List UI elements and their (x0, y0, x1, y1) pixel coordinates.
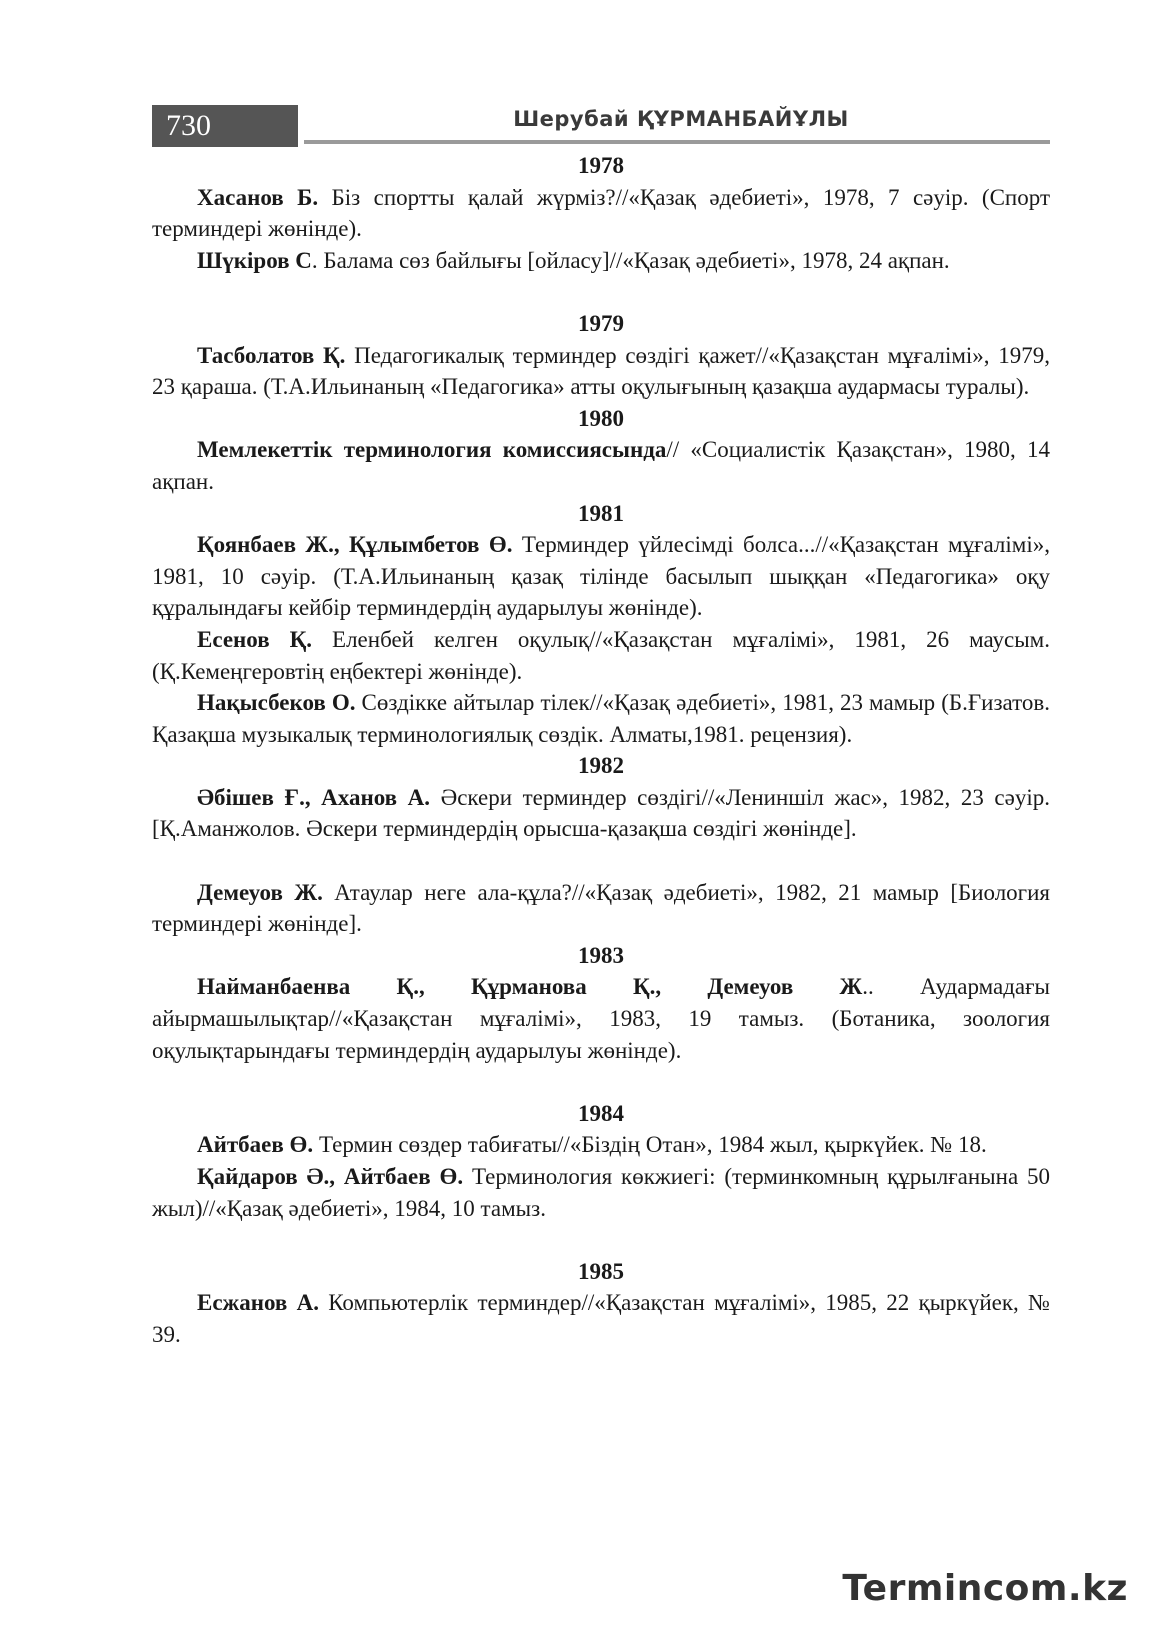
entry-author: Есенов Қ. (197, 626, 313, 652)
bibliography-entry (152, 1287, 1050, 1350)
termincom-logo: Termincom.kz (842, 1568, 1128, 1609)
entry-author: Тасболатов Қ. (197, 342, 346, 368)
entry-text: Термин сөздер табиғаты//«Біздің Отан», 1984 жыл, қыркүйек. № 18. (313, 1132, 987, 1158)
entry-author: Есжанов А. (197, 1290, 319, 1316)
bibliography-entry (152, 877, 1050, 940)
entry-text: Еленбей келген оқулық//«Қазақстан мұғалімі», 1981, 26 маусым. (Қ.Кемеңгеровтің еңбектері жөнінде). (152, 626, 1050, 684)
bibliography-entry (152, 971, 1050, 1066)
bibliography-entry (152, 782, 1050, 845)
entry-author: Әбішев Ғ., Аханов А. (197, 784, 431, 810)
bibliography-entry (152, 1129, 1050, 1161)
year-heading: 1983 (578, 942, 624, 968)
bibliography-content (152, 150, 1050, 1351)
entry-author: Шүкіров С (197, 247, 312, 273)
bibliography-entry (152, 182, 1050, 245)
entry-author: Қоянбаев Ж., Құлымбетов Ө. (197, 532, 513, 558)
entry-text: Атаулар неге ала-құла?//«Қазақ әдебиеті», 1982, 21 мамыр [Биология терминдері жөнінде]. (152, 879, 1050, 937)
year-heading: 1978 (578, 153, 624, 178)
entry-text: Сөздікке айтылар тілек//«Қазақ әдебиеті», 1981, 23 мамыр (Б.Ғизатов. Қазақша музыкалық терминологиялық сөздік. Алматы,1981. рецензия). (152, 690, 1050, 747)
year-heading: 1985 (578, 1258, 624, 1284)
year-heading: 1980 (578, 405, 624, 431)
year-heading: 1982 (578, 753, 624, 779)
entry-text: Біз спортты қалай жүрміз?//«Қазақ әдебиеті», 1978, 7 сәуір. (Спорт терминдері жөнінде). (152, 184, 1050, 242)
entry-author: Демеуов Ж. (197, 879, 323, 905)
bibliography-entry (152, 340, 1050, 403)
header-rule (304, 140, 1050, 144)
entry-text: Әскери терминдер сөздігі//«Лениншіл жас», 1982, 23 сәуір. [Қ.Аманжолов. Әскери терминдердің орысша-қазақша сөздігі жөнінде]. (152, 784, 1050, 842)
year-heading: 1979 (578, 310, 624, 336)
year-heading: 1981 (578, 500, 624, 526)
bibliography-entry (152, 1161, 1050, 1224)
entry-author: Хасанов Б. (197, 184, 319, 210)
entry-author: Нақысбеков О. (197, 690, 356, 716)
running-title: Шерубай ҚҰРМАНБАЙҰЛЫ (513, 107, 849, 131)
entry-text: // «Социалистік Қазақстан», 1980, 14 ақпан. (152, 437, 1050, 494)
entry-text: .. Аудармадағы айырмашылықтар//«Қазақстан мұғалімі», 1983, 19 тамыз. (Ботаника, зоология оқулықтарындағы терминдердің аударылуы жөнінде). (152, 974, 1050, 1063)
bibliography-entry (152, 687, 1050, 750)
entry-author: Айтбаев Ө. (197, 1132, 314, 1158)
entry-author: Мемлекеттік терминология комиссиясында (197, 437, 667, 463)
bibliography-entry (152, 529, 1050, 624)
year-heading: 1984 (578, 1100, 624, 1126)
bibliography-entry (152, 624, 1050, 687)
entry-text: Терминдер үйлесімді болса...//«Қазақстан мұғалімі», 1981, 10 сәуір. (Т.А.Ильинаның қазақ тілінде басылып шыққан «Педагогика» оқу құралындағы кейбір терминдердің аударылуы жөнінде). (152, 532, 1050, 621)
entry-text: Педагогикалық терминдер сөздігі қажет//«Қазақстан мұғалімі», 1979, 23 қараша. (Т.А.Ильинаның «Педагогика» атты оқулығының қазақша аудармасы туралы). (152, 342, 1050, 400)
entry-author: Найманбаенва Қ., Құрманова Қ., Демеуов Ж (197, 974, 863, 1000)
entry-text: Терминология көкжиегі: (терминкомның құрылғанына 50 жыл)//«Қазақ әдебиеті», 1984, 10 тамыз. (152, 1164, 1050, 1221)
entry-text: Компьютерлік терминдер//«Қазақстан мұғалімі», 1985, 22 қыркүйек, № 39. (152, 1290, 1050, 1347)
bibliography-entry (152, 245, 1050, 277)
entry-author: Қайдаров Ә., Айтбаев Ө. (197, 1164, 464, 1189)
bibliography-entry (152, 434, 1050, 497)
page-header (152, 105, 1050, 147)
entry-text: . Балама сөз байлығы [ойласу]//«Қазақ әдебиеті», 1978, 24 ақпан. (311, 247, 950, 273)
page-number: 730 (152, 105, 298, 147)
